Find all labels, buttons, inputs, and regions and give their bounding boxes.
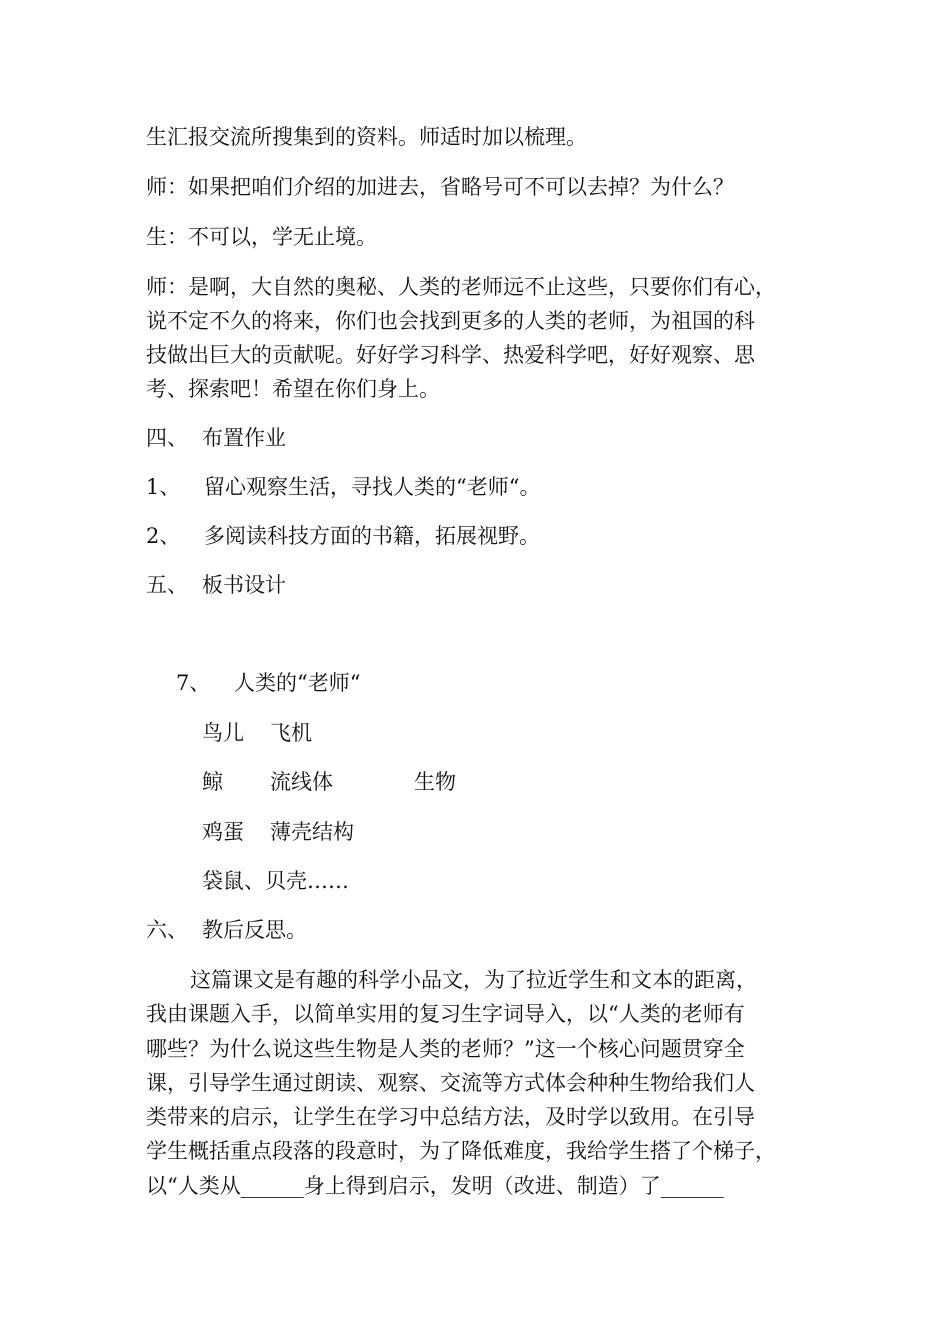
dialogue-teacher: 师：如果把咱们介绍的加进去，省略号可不可以去掉？为什么？ bbox=[146, 175, 734, 199]
dialogue-teacher-line-4: 考、探索吧！希望在你们身上。 bbox=[146, 377, 440, 401]
board-cell: 薄壳结构 bbox=[270, 820, 354, 844]
board-row bbox=[202, 716, 414, 750]
dialogue-teacher-line-1: 师：是啊，大自然的奥秘、人类的老师远不止这些，只要你们有心， bbox=[146, 275, 776, 299]
board-title-text: 人类的“老师“ bbox=[234, 671, 361, 695]
item-text: 留心观察生活，寻找人类的“老师“。 bbox=[204, 475, 541, 499]
paragraph-line: 课，引导学生通过朗读、观察、交流等方式体会种种生物给我们人 bbox=[146, 1070, 755, 1095]
paragraph-line: 这篇课文是有趣的科学小品文，为了拉近学生和文本的距离， bbox=[190, 968, 757, 992]
item-number: 1、 bbox=[146, 475, 181, 499]
board-cell: 鸡蛋 bbox=[202, 820, 244, 844]
dialogue-student: 生：不可以，学无止境。 bbox=[146, 225, 377, 249]
homework-item bbox=[146, 519, 540, 553]
paragraph-line: 类带来的启示，让学生在学习中总结方法，及时学以致用。在引导 bbox=[146, 1105, 755, 1130]
section-number: 六、 bbox=[146, 918, 188, 942]
section-heading-reflection bbox=[146, 913, 307, 947]
section-title: 布置作业 bbox=[202, 426, 286, 450]
dialogue-teacher-line-3: 技做出巨大的贡献呢。好好学习科学、热爱科学吧，好好观察、思 bbox=[146, 343, 755, 367]
section-number: 四、 bbox=[146, 426, 188, 450]
section-number: 五、 bbox=[146, 573, 188, 597]
paragraph-line: 以“人类从______身上得到启示，发明（改进、制造）了______ bbox=[146, 1173, 724, 1198]
board-number: 7、 bbox=[176, 671, 211, 695]
board-cell: 袋鼠、贝壳…… bbox=[202, 869, 349, 893]
reflection-paragraph bbox=[146, 963, 811, 1203]
dialogue-teacher-line-2: 说不定不久的将来，你们也会找到更多的人类的老师，为祖国的科 bbox=[146, 309, 755, 333]
text-line: 生汇报交流所搜集到的资料。师适时加以梳理。 bbox=[146, 125, 587, 149]
board-row bbox=[202, 864, 349, 898]
item-number: 2、 bbox=[146, 524, 181, 548]
board-title bbox=[176, 666, 360, 700]
item-text: 多阅读科技方面的书籍，拓展视野。 bbox=[204, 524, 540, 548]
paragraph-line: 学生概括重点段落的段意时，为了降低难度，我给学生搭了个梯子， bbox=[146, 1139, 776, 1164]
paragraph-line: 哪些？为什么说这些生物是人类的老师？”这一个核心问题贯穿全 bbox=[146, 1036, 745, 1061]
section-title: 板书设计 bbox=[202, 573, 286, 597]
homework-item bbox=[146, 470, 540, 504]
section-title: 教后反思。 bbox=[202, 918, 307, 942]
paragraph-line: 我由课题入手，以简单实用的复习生字词导入，以“人类的老师有 bbox=[146, 1002, 745, 1027]
section-heading-homework bbox=[146, 421, 286, 455]
board-cell: 鲸 bbox=[202, 770, 223, 794]
board-row bbox=[202, 815, 414, 849]
board-cell: 生物 bbox=[414, 770, 456, 794]
board-row bbox=[202, 765, 456, 799]
board-cell: 飞机 bbox=[270, 721, 312, 745]
section-heading-board bbox=[146, 568, 286, 602]
board-cell: 鸟儿 bbox=[202, 721, 244, 745]
board-cell: 流线体 bbox=[270, 770, 333, 794]
